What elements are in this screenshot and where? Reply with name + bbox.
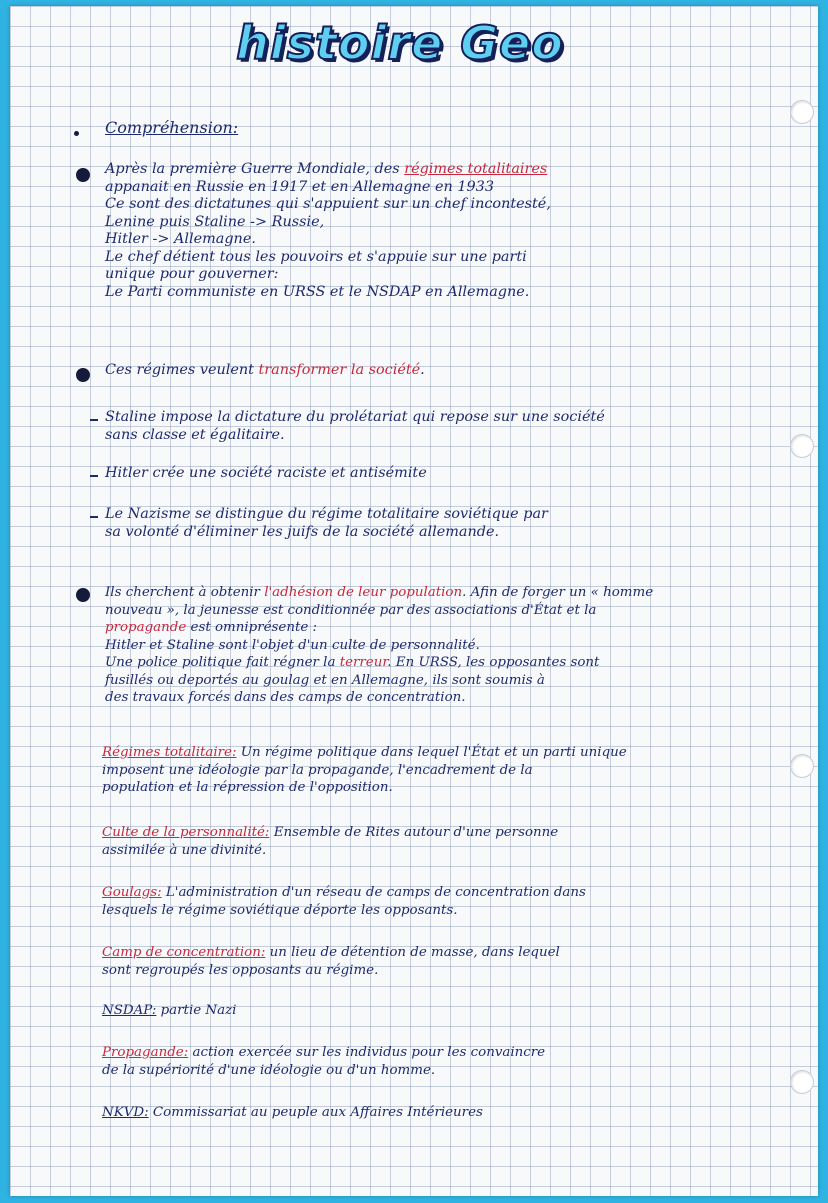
text-line: nouveau », la jeunesse est conditionnée par des associations d'État et la xyxy=(105,602,597,618)
definition-nkvd xyxy=(102,1104,483,1122)
text-line: NSDAP: partie Nazi xyxy=(102,1003,237,1018)
definition-term: Régimes totalitaire: xyxy=(102,745,237,760)
definition-term: NSDAP: xyxy=(102,1003,157,1018)
definition-goulags xyxy=(102,884,586,919)
text-line: propagande est omniprésente : xyxy=(105,620,318,635)
text-line: de la supériorité d'une idéologie ou d'un homme. xyxy=(102,1062,436,1078)
point-staline xyxy=(105,409,605,444)
point-nazism xyxy=(105,506,548,541)
comprehension-heading: Compréhension: xyxy=(105,118,239,137)
text-line: Lenine puis Staline -> Russie, xyxy=(105,213,325,230)
text-line: Après la première Guerre Mondiale, des régimes totalitaires xyxy=(105,161,548,177)
text-line: Hitler et Staline sont l'objet d'un culte de personnalité. xyxy=(105,637,480,653)
text-line: Culte de la personnalité: Ensemble de Rites autour d'une personne xyxy=(102,825,559,840)
section-population-control xyxy=(105,584,653,707)
definition-propaganda xyxy=(102,1044,545,1079)
definition-concentration-camp xyxy=(102,944,560,979)
bullet-icon xyxy=(74,131,79,136)
definition-term: Culte de la personnalité: xyxy=(102,825,270,840)
highlight-term: terreur xyxy=(339,655,388,670)
binder-hole-icon xyxy=(790,1070,814,1094)
text-line: Camp de concentration: un lieu de détention de masse, dans lequel xyxy=(102,945,560,960)
binder-hole-icon xyxy=(790,100,814,124)
definition-term: Propagande: xyxy=(102,1045,189,1060)
text-line: unique pour gouverner: xyxy=(105,266,279,282)
text-line: sont regroupés les opposants au régime. xyxy=(102,962,379,978)
bullet-icon xyxy=(76,168,90,182)
text-line: population et la répression de l'opposition. xyxy=(102,780,393,795)
text-line: sa volonté d'éliminer les juifs de la société allemande. xyxy=(105,523,500,540)
text-line: sans classe et égalitaire. xyxy=(105,426,285,443)
text-line: Ils cherchent à obtenir l'adhésion de leur population. Afin de forger un « homme xyxy=(105,585,654,600)
highlight-term: régimes totalitaires xyxy=(404,161,548,177)
definition-totalitarian-regime xyxy=(102,744,627,797)
text-line: Propagande: action exercée sur les individus pour les convaincre xyxy=(102,1045,546,1060)
text-line: assimilée à une divinité. xyxy=(102,842,267,858)
binder-hole-icon xyxy=(790,434,814,458)
text-line: Régimes totalitaire: Un régime politique dans lequel l'État et un parti unique xyxy=(102,745,627,760)
text-line: Ces régimes veulent transformer la société. xyxy=(105,362,425,378)
dash-icon xyxy=(90,516,98,518)
dash-icon xyxy=(90,475,98,477)
definition-term: Goulags: xyxy=(102,885,162,900)
text-line: Goulags: L'administration d'un réseau de camps de concentration dans xyxy=(102,885,586,900)
bullet-icon xyxy=(76,588,90,602)
definition-term: NKVD: xyxy=(102,1105,149,1120)
bullet-icon xyxy=(76,368,90,382)
highlight-term: transformer la société xyxy=(258,362,421,378)
text-line: Staline impose la dictature du prolétariat qui repose sur une société xyxy=(105,409,605,425)
dash-icon xyxy=(90,419,98,421)
text-line: Le chef détient tous les pouvoirs et s'appuie sur une parti xyxy=(105,248,527,265)
definition-nsdap xyxy=(102,1002,236,1020)
text-line: des travaux forcés dans des camps de concentration. xyxy=(105,690,466,705)
text-line: Le Nazisme se distingue du régime totalitaire soviétique par xyxy=(105,506,548,522)
text-line: Hitler -> Allemagne. xyxy=(105,231,256,247)
text-line: Le Parti communiste en URSS et le NSDAP en Allemagne. xyxy=(105,283,530,300)
text-line: Ce sont des dictatunes qui s'appuient sur un chef incontesté, xyxy=(105,196,551,212)
point-hitler xyxy=(105,465,427,483)
text-line: Une police politique fait régner la terreur. En URSS, les opposantes sont xyxy=(105,655,600,670)
text-line: lesquels le régime soviétique déporte les opposants. xyxy=(102,902,458,918)
section-totalitarian-regimes xyxy=(105,161,551,301)
text-line: Hitler crée une société raciste et antisémite xyxy=(105,465,427,481)
text-line: fusillés ou deportés au goulag et en Allemagne, ils sont soumis à xyxy=(105,672,545,688)
page-title: histoire Geo xyxy=(236,16,564,70)
binder-hole-icon xyxy=(790,754,814,778)
text-line: imposent une idéologie par la propagande, l'encadrement de la xyxy=(102,762,533,778)
section-transform-society xyxy=(105,362,425,380)
highlight-term: l'adhésion de leur population xyxy=(264,585,463,600)
text-line: NKVD: Commissariat au peuple aux Affaires Intérieures xyxy=(102,1105,483,1120)
notebook-page xyxy=(10,6,818,1196)
definition-term: Camp de concentration: xyxy=(102,945,266,960)
definition-personality-cult xyxy=(102,824,558,859)
highlight-term: propagande xyxy=(105,620,187,635)
text-line: appanait en Russie en 1917 et en Allemagne en 1933 xyxy=(105,178,494,195)
